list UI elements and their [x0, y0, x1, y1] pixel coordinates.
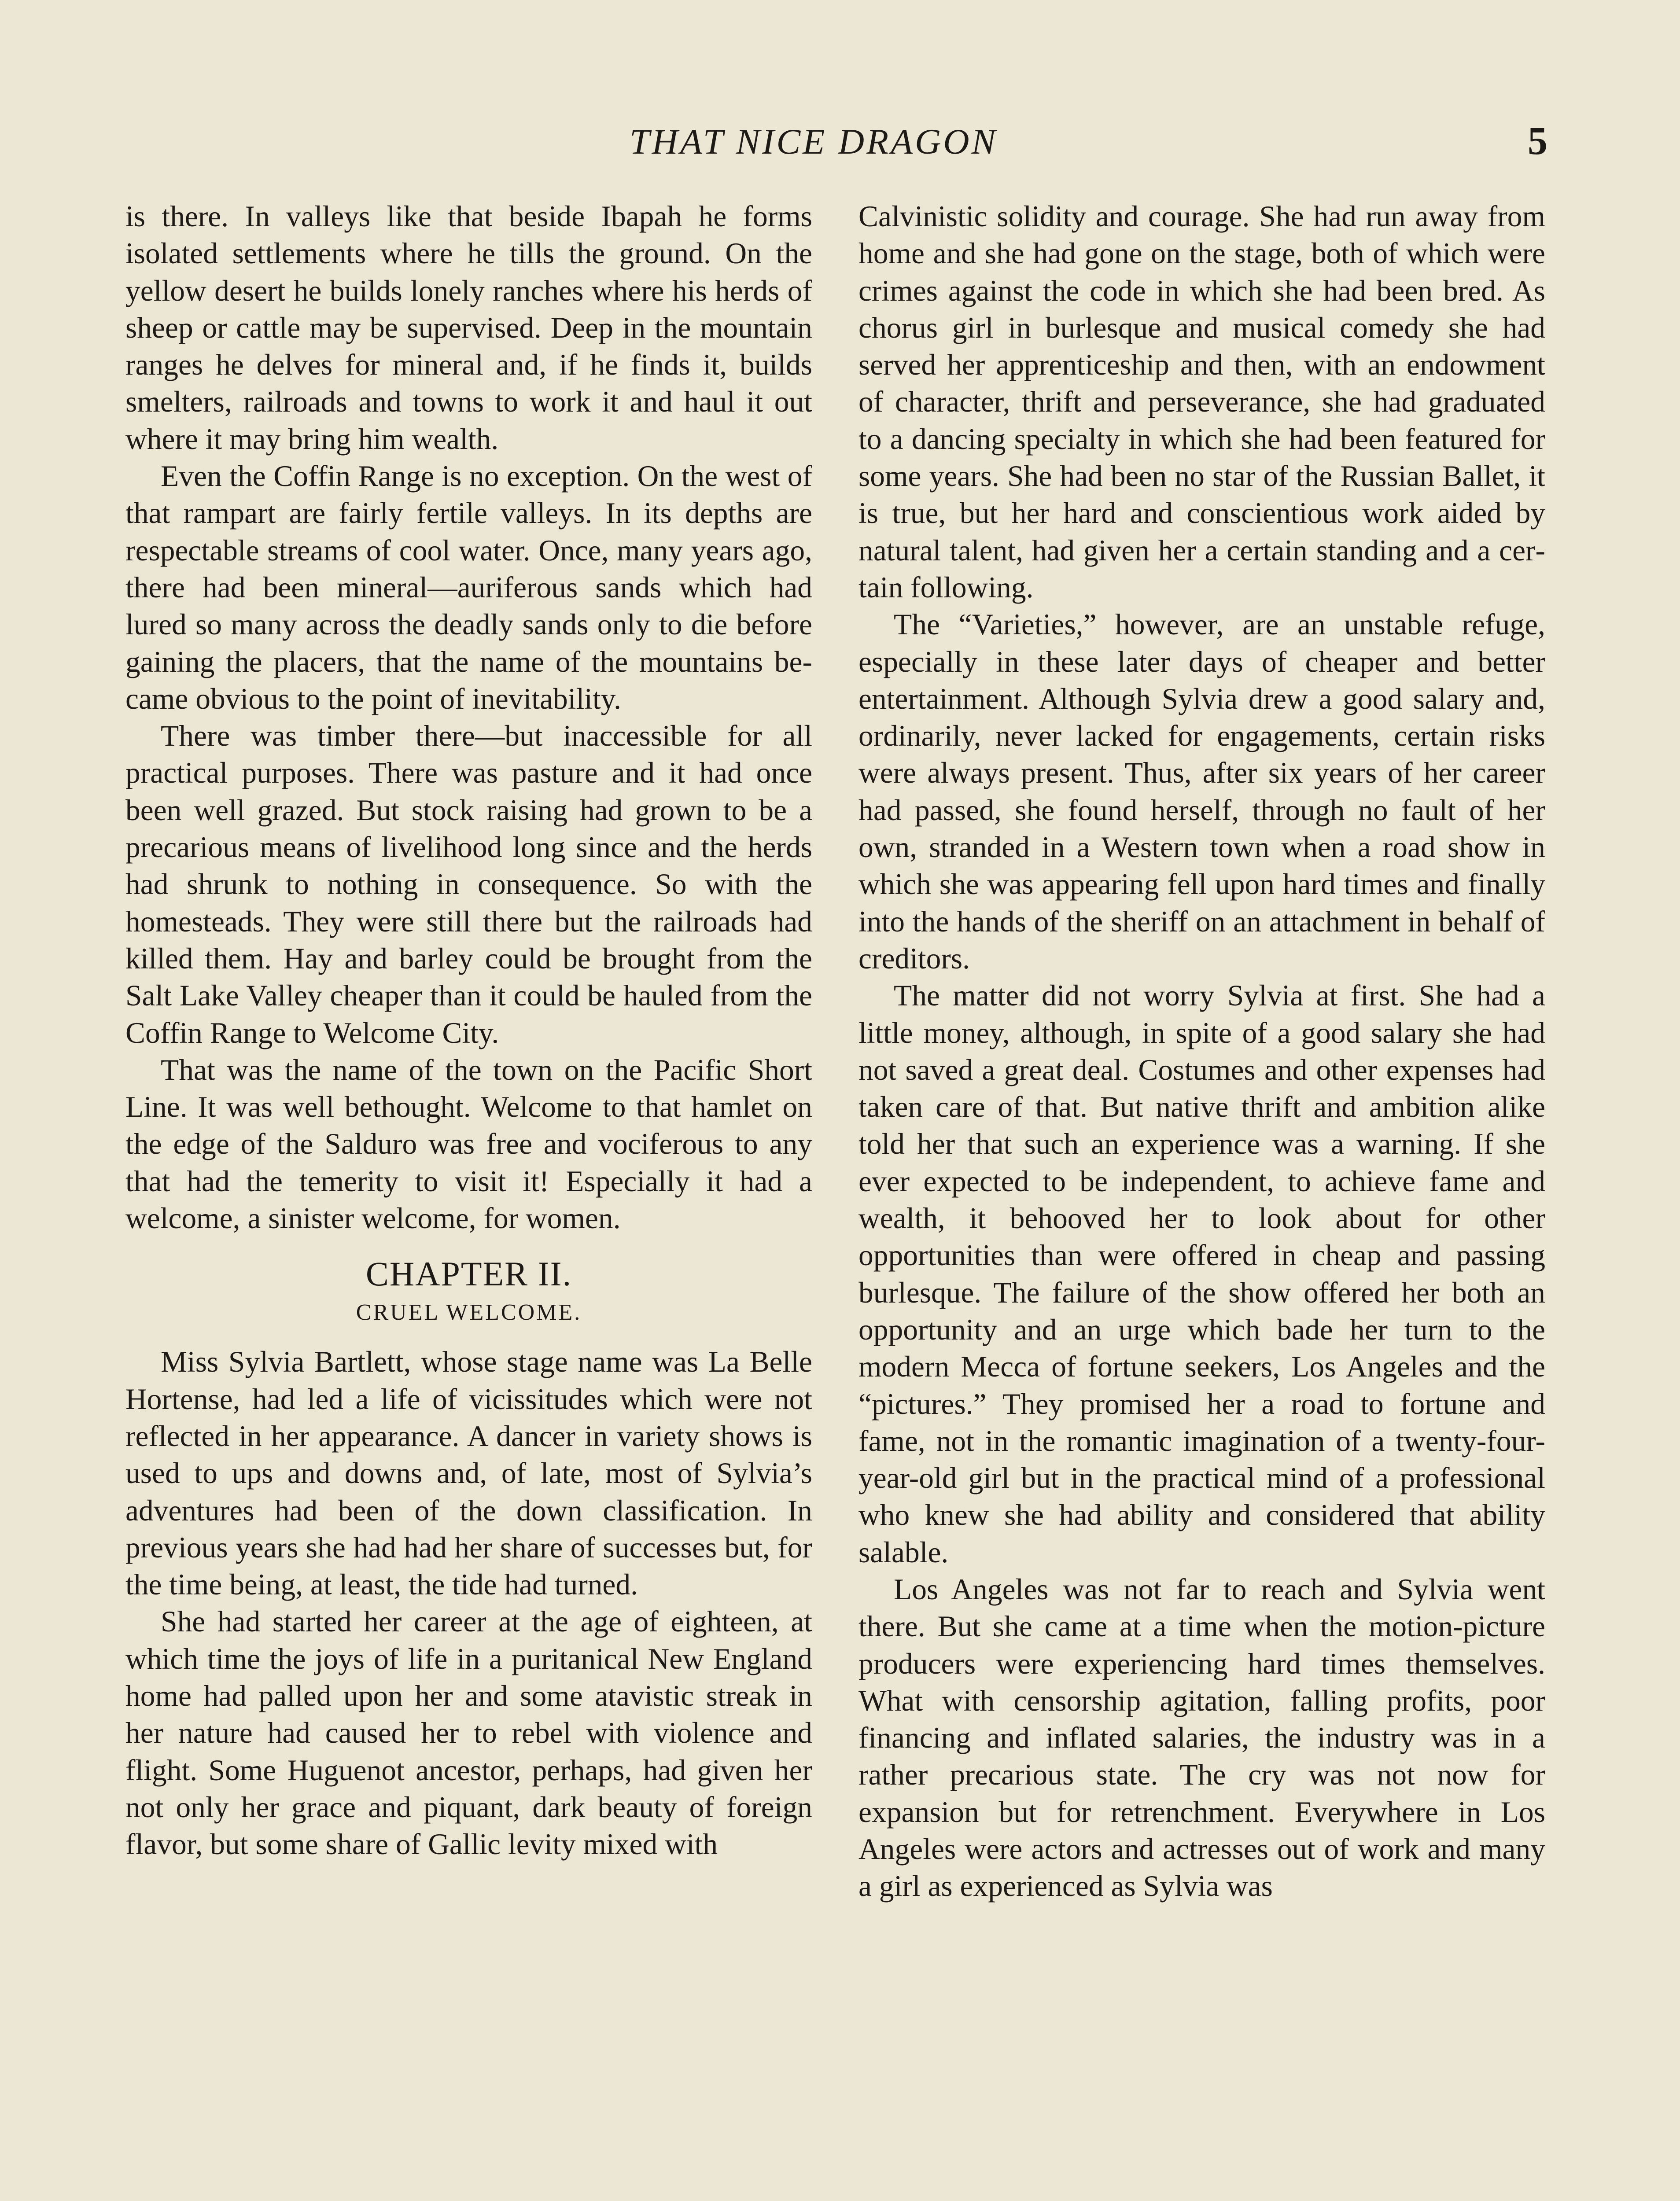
chapter-subtitle: CRUEL WELCOME. [356, 1300, 582, 1325]
paragraph: Los Angeles was not far to reach and Sylvia went there. But she came at a time when the motion-picture producers were experiencing hard times themselves. What with censorship agitation, falling profits, poor financing and inflated salaries, the industry was in a rather precarious state. The cry was not now for expansion but for retrenchment. Everywhere in Los Angeles were actors and actresses out of work and many a girl as experienced as Sylvia was [858, 1572, 1545, 1903]
paragraph: There was timber there—but inaccessible for all practical purposes. There was pasture and it had once been well grazed. But stock raising had grown to be a precarious means of livelihood long since and the herds had shrunk to nothing in consequence. So with the homesteads. They were still there but the railroads had killed them. Hay and barley could be brought from the Salt Lake Valley cheaper than it could be hauled from the Coffin Range to Welcome City. [125, 719, 812, 1049]
chapter-title: CHAPTER II. [365, 1255, 572, 1293]
paragraph: She had started her career at the age of eighteen, at which time the joys of life in a puritanical New England home had palled upon her and some atavistic streak in her nature had caused her to rebel with violence and flight. Some Huguenot ancestor, perhaps, had given her not only her grace and piquant, dark beauty of foreign flavor, but some share of Gallic levity mixed with [125, 1605, 812, 1861]
paragraph: Miss Sylvia Bartlett, whose stage name was La Belle Hortense, had led a life of vicissitudes which were not reflected in her appearance. A dancer in variety shows is used to ups and downs and, of late, most of Sylvia’s adventures had been of the down classification. In previous years she had had her share of successes but, for the time being, at least, the tide had turned. [125, 1345, 812, 1601]
paragraph: The “Varieties,” however, are an unstable refuge, especially in these later days of cheaper and better entertainment. Although Sylvia drew a good salary and, ordinarily, never lacked for engagements, certain risks were always present. Thus, after six years of her career had passed, she found herself, through no fault of her own, stranded in a Western town when a road show in which she was appearing fell upon hard times and finally into the hands of the sheriff on an attachment in behalf of creditors. [858, 608, 1545, 975]
left-column [125, 198, 812, 1863]
paragraph: The matter did not worry Sylvia at first. She had a little money, although, in spite of a good salary she had not saved a great deal. Costumes and other expenses had taken care of that. But native thrift and ambition alike told her that such an experience was a warning. If she ever expected to be independent, to achieve fame and wealth, it behooved her to look about for other opportunities than were offered in cheap and passing burlesque. The failure of the show offered her both an opportunity and an urge which bade her turn to the modern Mecca of fortune seekers, Los Angeles and the “pictures.” They promised her a road to fortune and fame, not in the romantic imagination of a twenty-four-year-old girl but in the practical mind of a professional who knew she had ability and considered that ability salable. [858, 979, 1545, 1569]
right-column [858, 198, 1545, 1905]
paragraph: Calvinistic solidity and courage. She had run away from home and she had gone on the stage, both of which were crimes against the code in which she had been bred. As chorus girl in burlesque and musical comedy she had served her apprenticeship and then, with an endowment of character, thrift and perseverance, she had graduated to a dancing specialty in which she had been featured for some years. She had been no star of the Russian Ballet, it is true, but her hard and conscientious work aided by natural talent, had given her a certain standing and a certain following. [858, 200, 1545, 604]
paragraph: That was the name of the town on the Pacific Short Line. It was well bethought. Welcome to that hamlet on the edge of the Salduro was free and vociferous to any that had the temerity to visit it! Especially it had a welcome, a sinister welcome, for women. [125, 1053, 812, 1235]
page-number: 5 [1528, 119, 1547, 163]
page-header [0, 112, 1680, 169]
paragraph: is there. In valleys like that beside Ibapah he forms isolated settlements where he tills the ground. On the yellow desert he builds lonely ranches where his herds of sheep or cattle may be supervised. Deep in the mountain ranges he delves for mineral and, if he finds it, builds smelters, railroads and towns to work it and haul it out where it may bring him wealth. [125, 200, 812, 456]
paragraph: Even the Coffin Range is no exception. On the west of that rampart are fairly fertile valleys. In its depths are respectable streams of cool water. Once, many years ago, there had been mineral—auriferous sands which had lured so many across the deadly sands only to die before gaining the placers, that the name of the mountains became obvious to the point of inevitability. [125, 460, 812, 715]
running-title: THAT NICE DRAGON [630, 121, 998, 162]
